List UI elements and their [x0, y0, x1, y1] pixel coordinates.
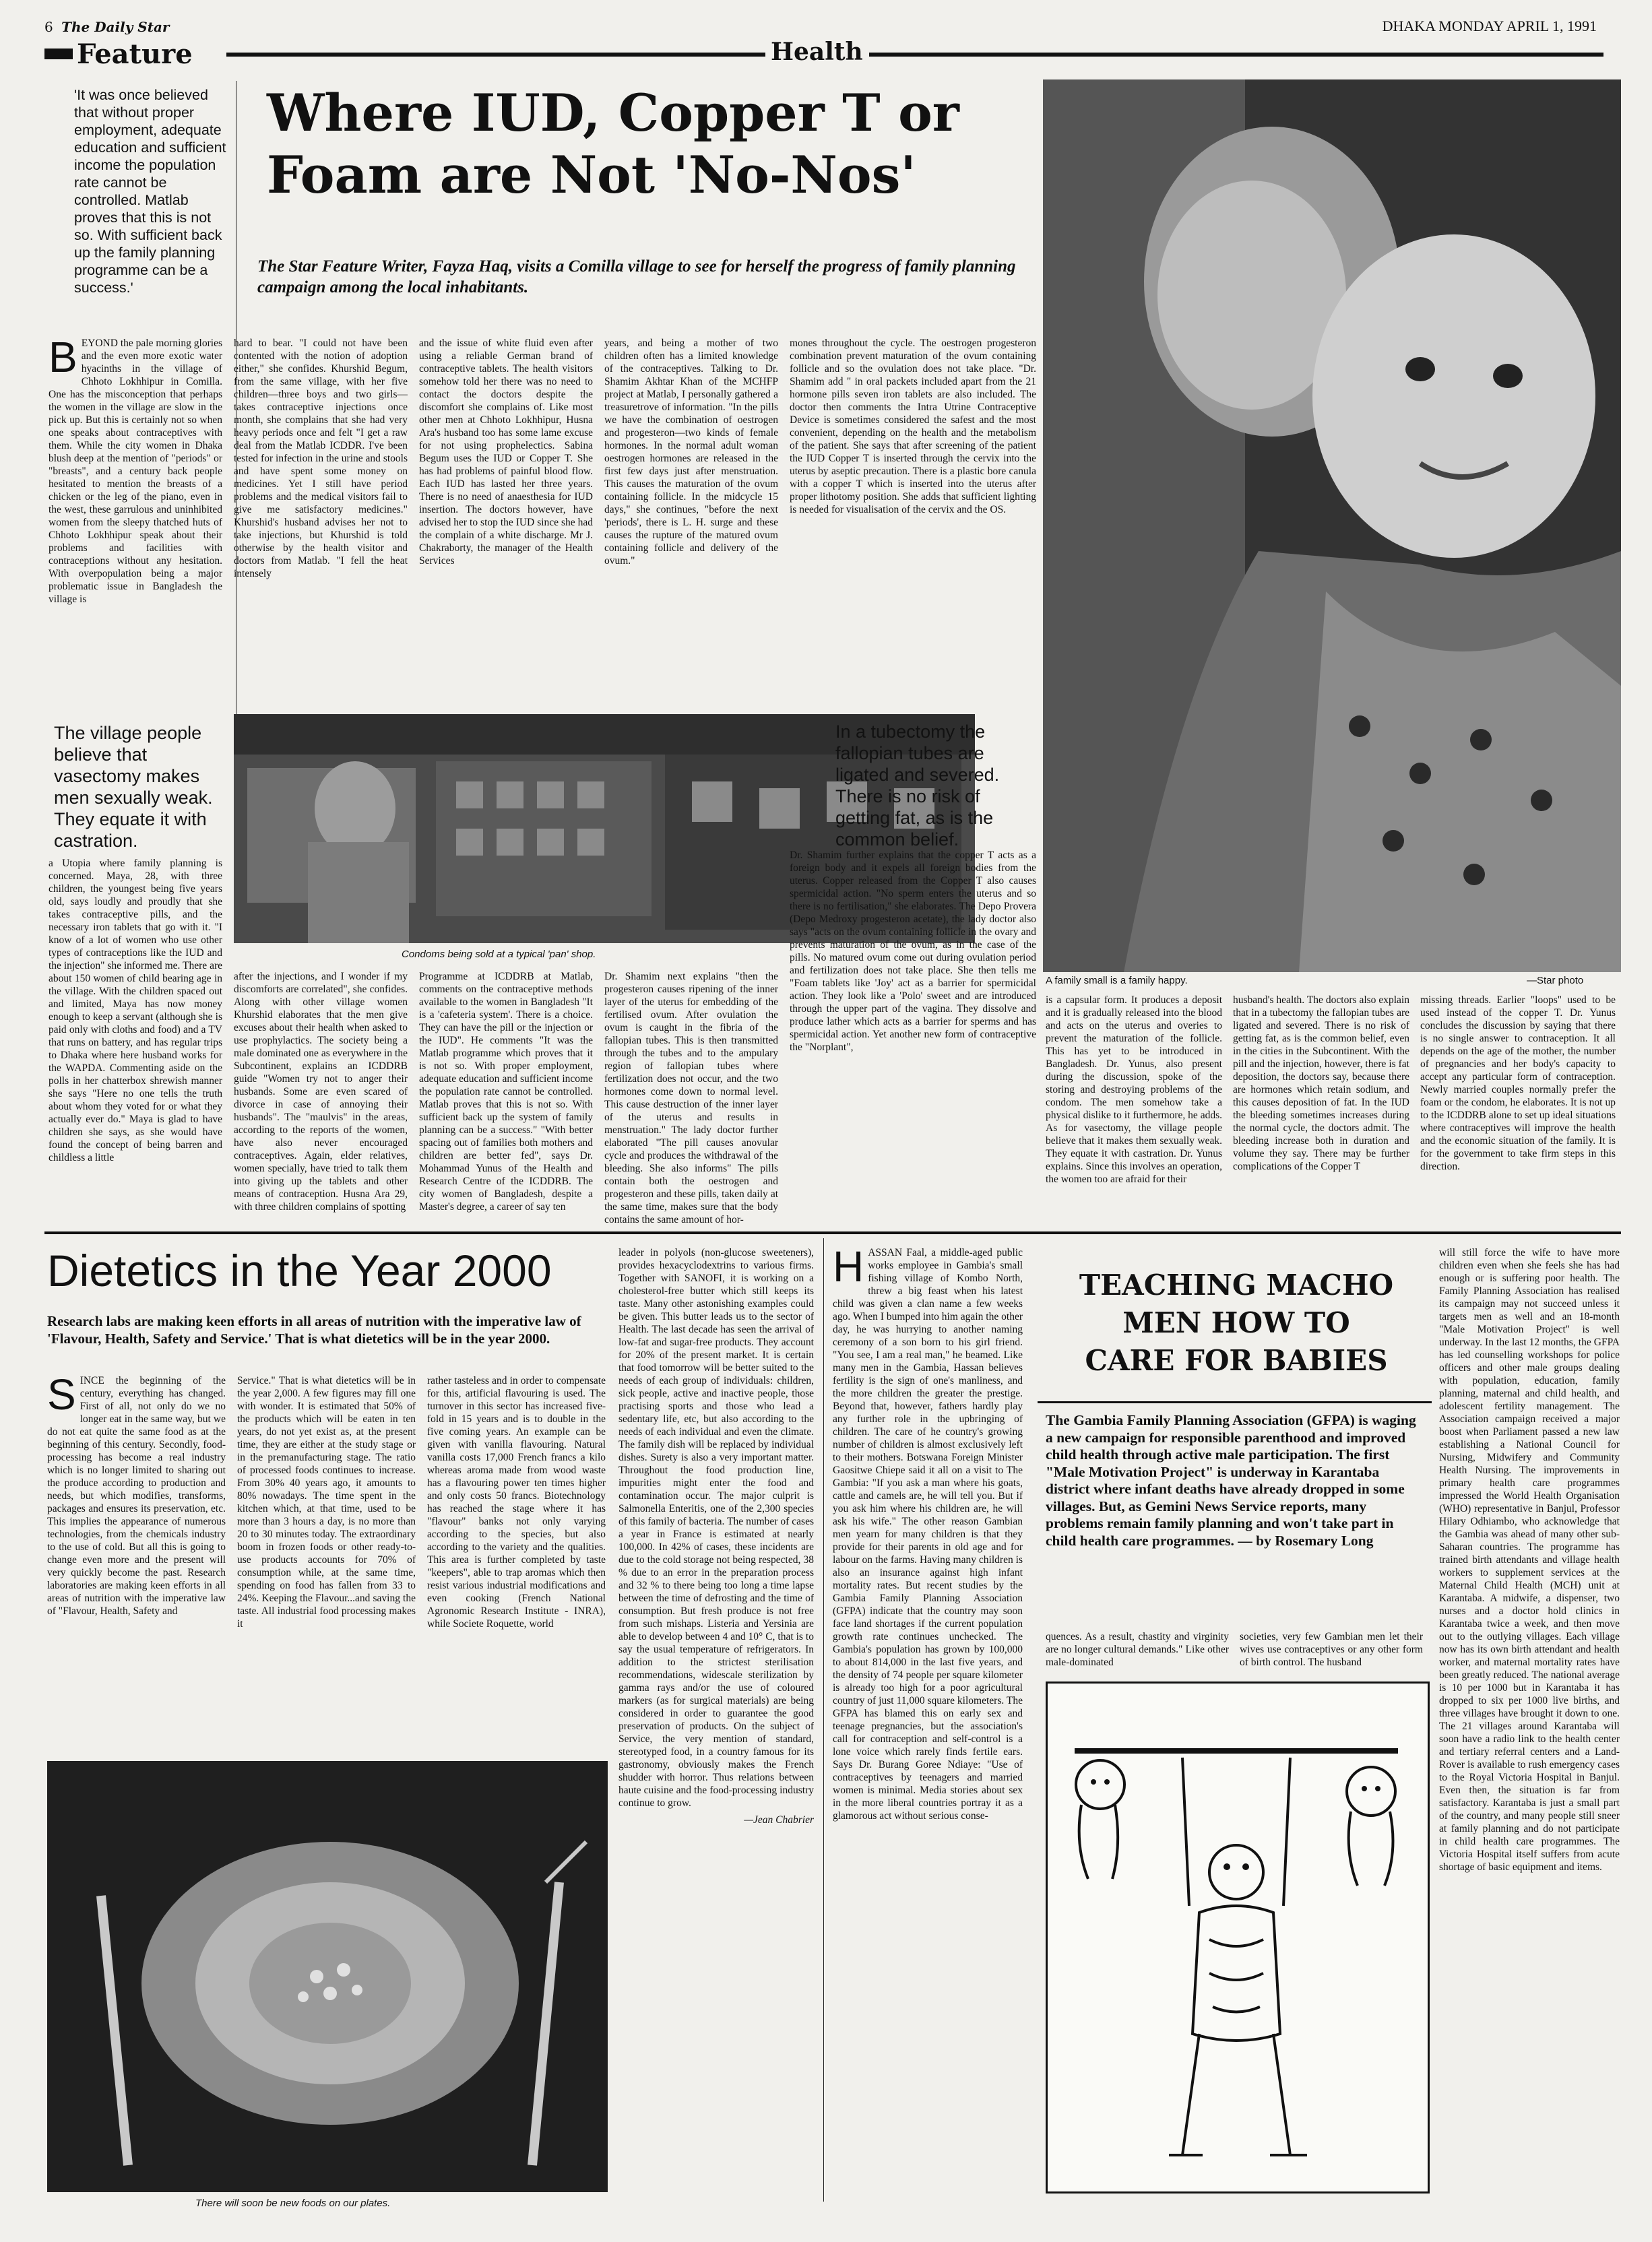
mid-page-rule [44, 1231, 1621, 1234]
dietetics-col-3: rather tasteless and in order to compensate for this, artificial flavouring is used. The turnover in this sector has increased five-fold in 15 years and is to double in the five coming years. An example can be given with vanilla flavouring. Natural vanilla costs 17,000 French francs a kilo whereas aroma made from wood waste has a flavouring power ten times higher and only costs 50 francs. Biotechnology has reached the stage where it has "flavour" banks not only varying according to the species, but also according to the variety and the qualities. This area is further completed by taste "keepers", able to trap aromas which then resist various industrial modifications and even cooking (French National Agronomic Research Institute - INRA), while Societe Roquette, world [427, 1375, 606, 1630]
macho-col-1-text: ASSAN Faal, a middle-aged public works employee in Gambia's small fishing village of Kombo North, threw a big feast when his latest child was given a clan name a few weeks ago. When I bumped into him again the other day, he was hurrying to another naming ceremony of a son born to his girl friend. "You see, I am a real man," he beamed. Like many men in the Gambia, Hassan believes fertility is the sign of one's manliness, and the more children the greater the prestige. Beyond that, however, fathers hardly play any further role in the upbringing of children. The care of he country's growing number of children is almost exclusively left to their mothers. Botswana Foreign Minister Gaositwe Chiepe said it all on a visit to The Gambia: "If you ask a man where his goats, cattle and camels are, he will tell you. But if you ask him where his children are, he will ask his wife." The other reason Gambian men yearn for many children is that they provide for their parents in old age and for labour on the farms. Having many children is also an insurance against high infant mortality rates. But recent studies by the Gambia Family Planning Association (GFPA) indicate that the country may soon face land shortages if the current population growth rate continues unchecked. The Gambia's population has grown by 100,000 to about 814,000 in the last five years, and the density of 74 people per square kilometer is already too high for a poor agricultural country of just 11,000 square kilometers. The GFPA has blamed this on early sex and teenage pregnancies, but the association's call for contraception and self-control is a lone voice which rarely finds fertile ears. Says Dr. Burang Goree Ndiaye: "Use of contraceptives by teenagers and married women is minimal. Media stories about sex in the more liberal countries portray it as a glamorous act without serious conse- [833, 1247, 1023, 1822]
weightlifter-babies-illustration [1048, 1684, 1428, 2191]
masthead-rule-left [226, 53, 765, 57]
plate-illustration [47, 1761, 608, 2192]
dropcap-s: S [47, 1374, 76, 1419]
macho-col-3: societies, very few Gambian men let their wives use contraceptives or any other form of birth control. The husband [1240, 1631, 1423, 1668]
masthead-rule-right [869, 53, 1603, 57]
iud-lower-col-5: Dr. Shamim further explains that the copper T acts as a foreign body and it expels all foreign bodies from the uterus. Copper released from the Copper T also causes spermicidal action. "No sperm enters the uterus and so there is no fertilisation," she elaborates. The Depo Provera (Depo Medroxy progesteron acetate), the lady doctor also says "acts on the ovum containing follicle in the ovary and prevents maturation of the ovum, as in the case of the pills. No matured ovum come out during ovulation period and fertilization does not take place. She then tells me "Foam tablets like 'Joy' act as a barrier for spermicidal action. They look like a 'Polo' sweet and are introduced through the upper part of the vagina. They dissolve and produce lather which acts as a barrier for sperms and has spermicidal action. Yet another new form of contraceptive the "Norplant", [790, 850, 1036, 1053]
dropcap-b: B [49, 337, 77, 381]
iud-col-2: hard to bear. "I could not have been contented with the notion of adoption either," she confides. Khurshid Begum, from the same village, with her five children—three boys and two girls—takes contraceptive injections once month, she complains that she had very heavy periods once and felt "I get a raw deal from the Matlab ICDDR. I've been tested for infection in the urine and stools and have spent some money on medicines. Yet I still have period problems and the medical visitors fail to give me satisfactory medicines." Khurshid's husband advises her not to take injections, but Khurshid is told otherwise by the health visitor and doctors from Matlab. "I fell the heat intensely [234, 338, 408, 579]
headline-line-1: Where IUD, Copper T or [267, 83, 959, 143]
mother-photo-caption: A family small is a family happy. [1046, 975, 1188, 986]
iud-col-5: mones throughout the cycle. The oestrogen progesteron combination prevent maturation of the ovum containing follicle and so the ovulation does not take place. "Dr. Shamim add " in oral packets included apart from the 21 hormone pills seven iron tablets are also included. The doctor then comments the Intra Utrine Contraceptive Device is sometimes considered the safest and the most convenient, depending on the health and the metabolism of the patient. She says that after screening of the patient the IUD Copper T is inserted through the cervix into the uterus by aseptic precaution. There is a plastic bore canula with a copper T which is inserted into the uterus after proper lithotomy position. She adds that sufficient lighting is needed for visualisation of the cervix and the OS. [790, 338, 1036, 515]
macho-cartoon [1046, 1682, 1430, 2193]
plate-photo [47, 1761, 608, 2192]
intro-quote: 'It was once believed that without proper employment, adequate education and sufficient income the population rate cannot be controlled. Matlab proves that this is not so. With sufficient back up the family planning programme can be a success.' [74, 87, 226, 296]
iud-col-1 [49, 337, 222, 711]
page-number: 6 [44, 19, 53, 35]
iud-col-1-text: EYOND the pale morning glories and the even more exotic water hyacinths in the village of Chhoto Lokhhipur in Comilla. One has the misconception that perhaps the women in the village are slow in the pick up. But this is certainly not so when one speaks about contraceptives with them. While the city women in Dhaka blush deep at the mention of "periods" or "breasts", and a century back people hesitated to mention the breasts of a chicken or the leg of the piano, even in the west, these garrulous and uninhibited women from the sleepy thatched huts of Chhoto Lokhhipur speak about their problems and facilities with contraceptions without any hesitation. With overpopulation being a major problematic issue in Bangladesh the village is [49, 338, 222, 605]
iud-col-4: years, and being a mother of two children often has a limited knowledge of the contraceptives. Talking to Dr. Shamim Akhtar Khan of the MCHFP project at Matlab, I personally gathered a treasuretrove of information. "In the pills we have the combination of oestrogen and progesteron—two kinds of female hormones. In the normal adult woman oestrogen hormones are released in the first few days just after menstruation. This causes the maturation of the ovum containing follicle. In the midcycle 15 days," she continues, "before the next 'periods', there is L. H. surge and these causes the rupture of the matured ovum containing follicle and delivery of the ovum." [604, 338, 778, 567]
macho-col-4: will still force the wife to have more children even when she feels she has had enough or is suffering poor health. The Family Planning Association has realised its campaign may not succeed unless it targets men as well and an 18-month "Male Motivation Project" is well underway. In the last 12 months, the GFPA has led counselling workshops for police officers and other male groups dealing with population, education, family planning, maternal and child health, and adolescent fertility management. The Association campaign received a major boost when Parliament passed a new law establishing a National Council for Nursing, Midwifery and Community Health Nursing. The improvements in primary health care programmes impressed the World Health Organisation (WHO) representative in Banjul, Professor Hilary Odhiambo, who acknowledge that the Gambia was ahead of many other sub-Saharan countries. The programme has trained birth attendants and village health workers to supplement services at the Maternal Child Health (MCH) unit at Karantaba. A midwife, a dispenser, two nurses and a doctor hold clinics in Karantaba twice a week, and then move out to the outlying villages. Each village now has its own birth attendant and health worker, and maternal mortality rates have been greatly reduced. The national average is 10 per 1000 but in Karantaba it has dropped to six per 1000 live births, and three villages have brought it down to one. The 21 villages around Karantaba will soon have a radio link to the health center and tertiary referral centers and a Land-Rover is available to rush emergency cases to the Royal Victoria Hospital in Banjul. Even then, the situation is far from satisfactory. Karantaba is just a small part of the country, and many people still sneer at family planning and do not participate in child health care programmes. The Victoria Hospital itself suffers from acute shortage of basic equipment and items. [1439, 1247, 1620, 1873]
macho-headline [1038, 1267, 1435, 1380]
pan-shop-caption: Condoms being sold at a typical 'pan' shop. [402, 949, 596, 960]
macho-col-2: quences. As a result, chastity and virginity are no longer cultural demands." Like other male-dominated [1046, 1631, 1229, 1668]
dietetics-col-1-text: INCE the beginning of the century, everything has changed. First of all, not only do we no longer eat in the same way, but we do not eat quite the same food as at the beginning of this century. Secondly, food-processing has become a real industry which is no longer limited to sharing out the produce according to production and needs, but which modifies, transforms, packages and ensures its preservation, etc. This implies the appearance of numerous technologies, from the chemicals industry to the use of cold. But all this is going to change even more and the present will very quickly become the past. Research laboratories are making keen efforts in all areas of nutrition with the imperative law of "Flavour, Health, Safety and [47, 1375, 226, 1617]
dietetics-col-1 [47, 1374, 226, 1752]
dateline: DHAKA MONDAY APRIL 1, 1991 [1382, 18, 1597, 34]
macho-headline-rule [1038, 1401, 1432, 1403]
iud-headline [267, 82, 1042, 206]
section-label-feature: Feature [77, 38, 193, 70]
dietetics-col-4-text: leader in polyols (non-glucose sweeteners), provides hexacyclodextrins to various firms. Together with SANOFI, it is working on a cholesterol-free butter which still keeps its taste. Many other astonishing examples could be given. This butter leads us to the sector of Health. The last decade has seen the arrival of low-fat and sugar-free products. They account for 20% of the present market. It is certain that food tomorrow will be better suited to the needs of each group of individuals: children, sick people, active and inactive people, those practising sports and those who lead a sedentary life, etc, but also according to the needs of each individual and even the climate. The family dish will be replaced by individual dishes. Surety is also a very important matter. Throughout the food production line, impurities might enter the food and contamination occur. The major culprit is Salmonella Enteritis, one of the 2,300 species of this family of bacteria. The number of cases a year in France is estimated at nearly 100,000. In 42% of cases, these incidents are due to the cold storage not being respected, 38 % due to an error in the preparation process and 32 % to there being too long a time lapse between the time of defrosting and the time of consumption. But fresh produce is not free from such mishaps. Listeria and Yersinia are able to develop between 4 and 10° C, that is to say the usual temperature of refrigerators. In addition to the strictest sterilisation recommendations, widescale sterilization by gamma rays and/or the use of coloured markers (as for surgical materials) are being considered in order to guarantee the good preservation of products. On the subject of Service, the very mention of standard, stereotyped food, in a country famous for its gastronomy, obviously makes the French shudder with horror. Thus relations between haute cuisine and the food-processing industry continue to grow. [618, 1247, 814, 1809]
section-left-box [44, 39, 226, 69]
mother-child-illustration [1043, 79, 1621, 972]
page-number-and-paper [44, 19, 169, 35]
iud-col-3: and the issue of white fluid even after using a reliable German brand of contraceptive tablets. The health visitors somehow told her there was no need to contact the doctors despite the discomfort she complains of. Like most other men at Chhoto Lokhhipur, Husna Ara's husband too has some lame excuse for not using prophelectics. Sabina Begum uses the IUD or Copper T. She has had problems of painful blood flow. Each IUD has lasted her three years. There is no need of anaesthesia for IUD insertion. The doctors however, have advised her to stop the IUD since she had the complain of a white discharge. Mr J. Chakraborty, the manager of the Health Services [419, 338, 593, 567]
paper-name: The Daily Star [61, 19, 170, 35]
macho-headline-line-1: TEACHING MACHO [1079, 1269, 1394, 1302]
iud-lower-col-3: Programme at ICDDRB at Matlab, comments on the contraceptive methods available to the women in Bangladesh "It is a 'cafeteria system'. There is a choice. They can have the pill or the injection or the IUD". He comments "It was the Matlab programme which proves that it is not so. With proper employment, adequate education and sufficient income the population rate cannot be controlled. Matlab proves that this is not so. With sufficient back up the system of family planning can be a success." "With better spacing out of families both mothers and children are better fed", says Dr. Mohammad Yunus of the Health and Research Centre of the ICDDRB. The city women of Bangladesh, despite a Master's degree, a career of say ten [419, 971, 593, 1213]
dietetics-col-2: Service." That is what dietetics will be in the year 2,000. A few figures may fill one with wonder. It is estimated that 50% of the products which will be eaten in ten years, do not yet exist as, at the present time, they are either at the study stage or in the premanufacturing stage. The ratio of processed foods continues to increase. From 30% 40 years ago, it amounts to 80% nowadays. The time spent in the kitchen which, at that time, used to be more than 3 hours a day, is no more than 20 to 30 minutes today. The extraordinary boom in frozen foods or other ready-to-use products accounts for 70% of consumption while, at the same time, spending on food has fallen from 33 to 24%. Keeping the Flavour...and saving the taste. All industrial food processing makes it [237, 1375, 416, 1630]
macho-deck: The Gambia Family Planning Association (GFPA) is waging a new campaign for responsible parenthood and improved child health through active male participation. The first "Male Motivation Project" is underway in Karantaba district where infant deaths have already dropped in some villages. But, as Gemini News Service reports, many problems remain family planning and won't take part in child health care programmes. — by Rosemary Long [1046, 1412, 1416, 1549]
pull-quote-vasectomy: The village people believe that vasectomy makes men sexually weak. They equate it with castration. [54, 723, 213, 851]
mother-child-photo [1043, 79, 1621, 972]
section-marker [44, 49, 73, 59]
dietetics-macho-divider [823, 1238, 824, 2202]
dietetics-byline: —Jean Chabrier [744, 1814, 814, 1826]
iud-deck: The Star Feature Writer, Fayza Haq, visits a Comilla village to see for herself the progress of family planning campaign among the local inhabitants. [257, 257, 1016, 296]
iud-lower-col-1: a Utopia where family planning is concerned. Maya, 28, with three children, the youngest being five years old, says loudly and proudly that she takes contraceptive pills, and the necessary iron tablets that go with it. "I know of a lot of women who use other types of contraceptions like the IUD and the injection" she informed me. There are about 150 women of child bearing age in the village. With the children spaced out and limited, Maya has now money enough to keep a servant (although she is paid only with cloths and food) and a TV that runs on battery, and has regular trips to Dhaka where here husband works for the WAPDA. Commenting aside on the polls in her chatterbox shrewish manner she says "Here no one tells the truth about whom they voted for or what they actually ever do." Maya is glad to have children she says, as she would have found the concept of being barren and childless a little [49, 858, 222, 1163]
dropcap-h: H [833, 1246, 864, 1291]
plate-photo-caption: There will soon be new foods on our plates. [195, 2198, 391, 2209]
iud-lower-col-7: husband's health. The doctors also explain that in a tubectomy the fallopian tubes are ligated and severed. There is no risk of getting fat, as is the common belief, even in the cities in the Subcontinent. With the pill and the injection, however, there is fat deposition, the doctors say, because there are hormones which retain sodium, and this causes deposition of fat. In the IUD the bleeding sometimes increases during the normal cycle, the doctors admit. The bleeding increase both in duration and volume they say. There may be further complications of the Copper T [1233, 994, 1409, 1172]
macho-headline-line-3: CARE FOR BABIES [1085, 1344, 1388, 1377]
macho-headline-line-2: MEN HOW TO [1122, 1306, 1350, 1339]
dietetics-headline: Dietetics in the Year 2000 [47, 1246, 552, 1295]
iud-lower-col-2: after the injections, and I wonder if my discomforts are correlated", she confides. Along with other village women Khurshid elaborates that the men give excuses about their health when asked to use prophylactics. The society being a male dominated one as everywhere in the Subcontinent, explains an ICDDRB guide "Women try not to anger their husbands. Some are even scared of divorce in case of annoying their husbands". The "maulvis" in the areas, according to the reports of the women, have also never encouraged contraceptives. Again, elder relatives, women specially, have tried to talk them into giving up the tablets and other means of contraception. Husna Ara 29, with three children complains of spotting [234, 971, 408, 1213]
pull-quote-tubectomy: In a tubectomy the fallopian tubes are ligated and severed. There is no risk of getting fat, as is the common belief. [835, 722, 1000, 850]
section-label-health: Health [771, 38, 863, 66]
iud-lower-col-8: missing threads. Earlier "loops" used to be used instead of the copper T. Dr. Yunus concludes the discussion by saying that there is no single answer to contraception. It all depends on the age of the mother, the number of pregnancies and her body's capacity to accept any particular form of contraception. Newly married couples normally prefer the foam or the condom, he elaborates. It is not up to the ICDDRB alone to set up ideal situations where contraceptives will improve the health and the economic situation of the family. It is for the government to take firm steps in this direction. [1420, 994, 1616, 1172]
macho-col-1 [833, 1246, 1023, 2203]
mother-photo-credit: —Star photo [1527, 975, 1584, 986]
iud-lower-col-6: is a capsular form. It produces a deposit and it is gradually released into the blood and acts on the uterus and overies to prevent the maturation of the follicle. This has yet to be introduced in Bangladesh. Dr. Yunus, also present during the discussion, spoke of the storing and destroying problems of the condom. The men somehow take a physical dislike to it furthermore, he adds. As for vasectomy, the village people believe that it makes them sexually weak. They equate it with castration. Dr. Yunus explains. Since this involves an operation, the women too are afraid for their [1046, 994, 1222, 1185]
iud-lower-col-4: Dr. Shamim next explains "then the progesteron causes ripening of the inner layer of the uterus for embedding of the fertilised ovum. After ovulation the ovum is caught in the fibria of the fallopian tubes. This is then transmitted through the tubes and to the ampulary region of fallopian tubes where fertilization does not occur, and the two hormones come down to normal level. This cause destruction of the inner layer of the uterus and results in menstruation." The lady doctor further elaborated "The pill causes anovular cycle and produces the withdrawal of the bleeding. She also informs" The pills contain both the oestrogen and progesteron and these pills, taken daily at the same time, makes sure that the body contains the same amount of hor- [604, 971, 778, 1224]
headline-line-2: Foam are Not 'No-Nos' [267, 145, 916, 205]
dietetics-deck: Research labs are making keen efforts in all areas of nutrition with the imperative law of 'Flavour, Health, Safety and Service.' That is what dietetics will be in the year 2000. [47, 1313, 581, 1347]
dietetics-col-4 [618, 1246, 814, 2149]
